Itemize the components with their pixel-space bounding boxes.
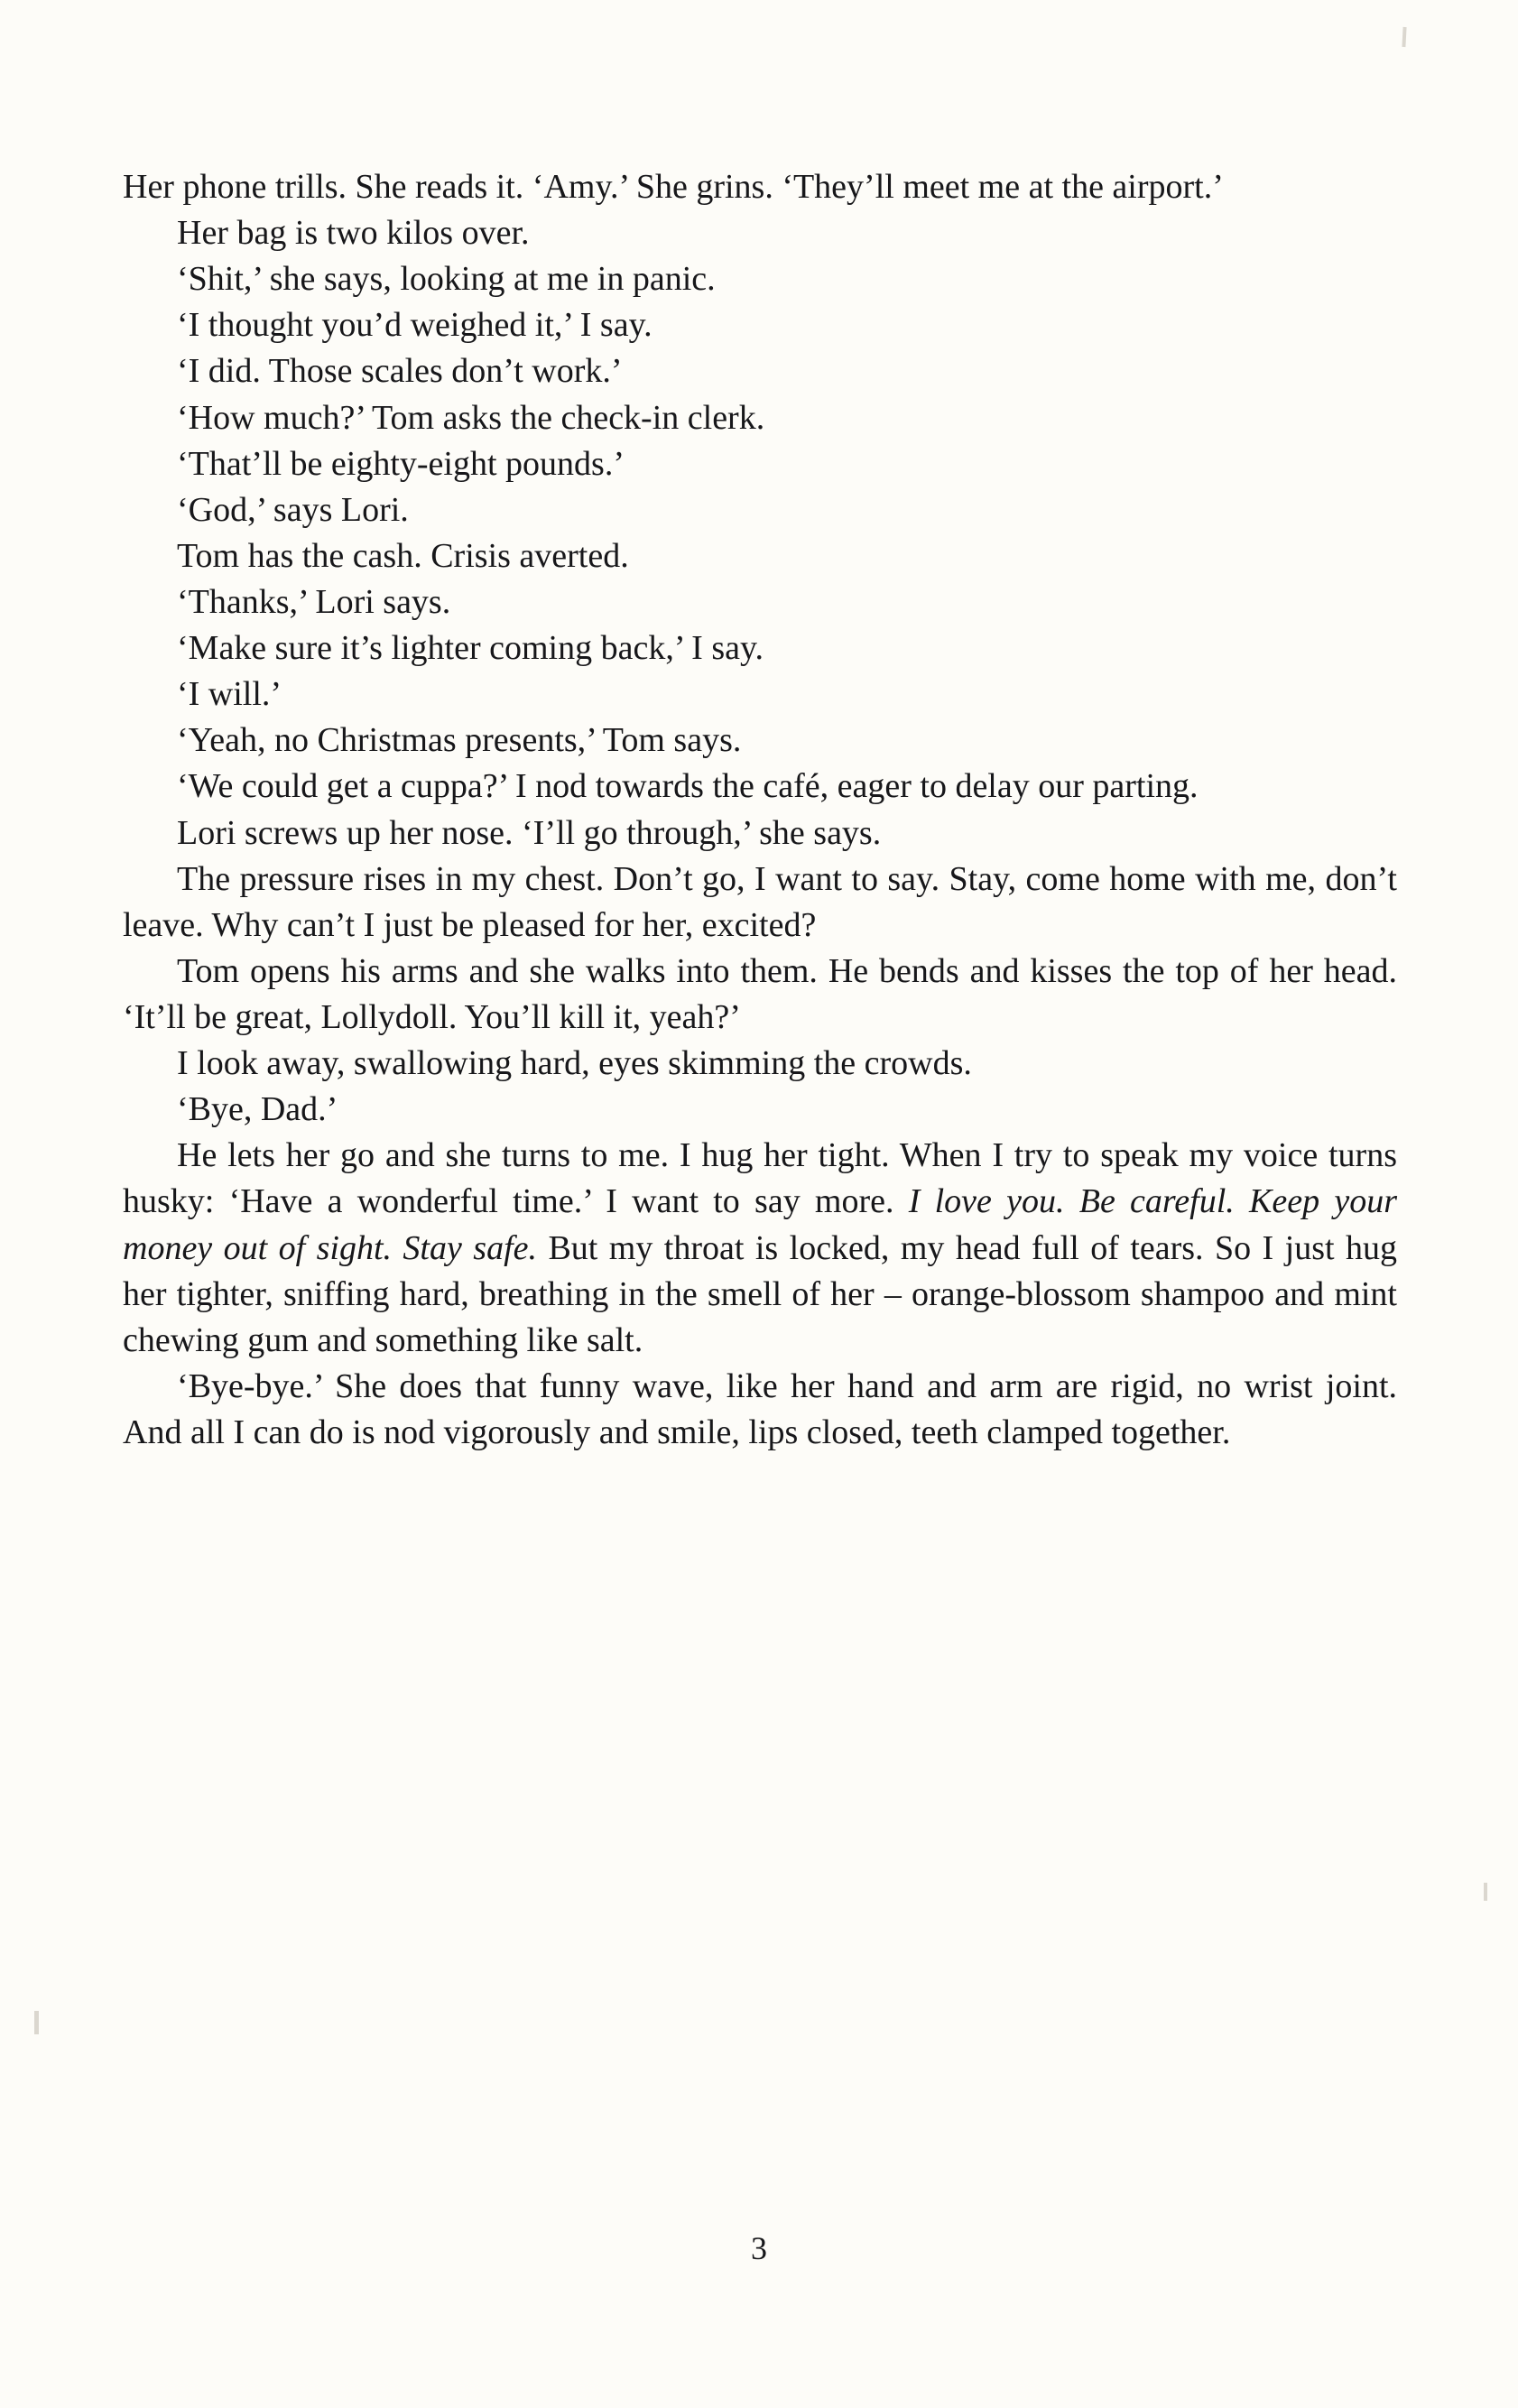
paragraph-segment: He lets her go and she turns to me. I hug her tight. When I try to speak my voice turns husky: ‘Have a wonderful time.’ I want to say more. [123,1136,1397,1221]
page-number: 3 [751,2230,767,2266]
paragraph-segment-italic: I love you. Be careful. Keep your money out of sight. Stay safe. [123,1182,1397,1267]
paragraph: ‘That’ll be eighty-eight pounds.’ [177,444,625,483]
paragraph: ‘I will.’ [177,675,282,714]
paragraph-with-emphasis [123,1133,1397,1364]
paragraph: ‘God,’ says Lori. [177,490,409,529]
paragraph: Tom opens his arms and she walks into them. He bends and kisses the top of her head. ‘It’ll be great, Lollydoll. You’ll kill it, yeah?’ [123,951,1397,1036]
scan-artifact-icon [1402,27,1406,47]
paragraph: ‘Yeah, no Christmas presents,’ Tom says. [177,721,742,760]
paragraph: ‘Bye-bye.’ She does that funny wave, like her hand and arm are rigid, no wrist joint. And all I can do is nod vigorously and smile, lips closed, teeth clamped together. [123,1366,1397,1451]
paragraph: The pressure rises in my chest. Don’t go, I want to say. Stay, come home with me, don’t leave. Why can’t I just be pleased for her, excited? [123,859,1397,944]
paragraph: Her phone trills. She reads it. ‘Amy.’ She grins. ‘They’ll meet me at the airport.’ [123,168,1224,206]
paragraph: ‘We could get a cuppa?’ I nod towards the café, eager to delay our parting. [177,767,1199,806]
paragraph: ‘I thought you’d weighed it,’ I say. [177,306,653,345]
paragraph: I look away, swallowing hard, eyes skimming the crowds. [177,1044,972,1083]
scan-artifact-icon [1484,1883,1487,1901]
paragraph-segment: But my throat is locked, my head full of tears. So I just hug her tighter, sniffing hard, breathing in the smell of her – orange-blossom shampoo and mint chewing gum and something like salt. [123,1228,1397,1359]
paragraph: ‘Bye, Dad.’ [177,1090,338,1129]
paragraph: Her bag is two kilos over. [177,214,530,253]
page-body-text [123,164,1397,1456]
paragraph: ‘I did. Those scales don’t work.’ [177,352,623,391]
paragraph: ‘How much?’ Tom asks the check-in clerk. [177,398,765,437]
paragraph: Lori screws up her nose. ‘I’ll go through,’ she says. [177,813,882,852]
scan-artifact-icon [34,2011,39,2034]
paragraph: ‘Make sure it’s lighter coming back,’ I say. [177,629,764,668]
paragraph: ‘Thanks,’ Lori says. [177,582,451,621]
paragraph: Tom has the cash. Crisis averted. [177,536,629,575]
paragraph: ‘Shit,’ she says, looking at me in panic. [177,260,716,299]
